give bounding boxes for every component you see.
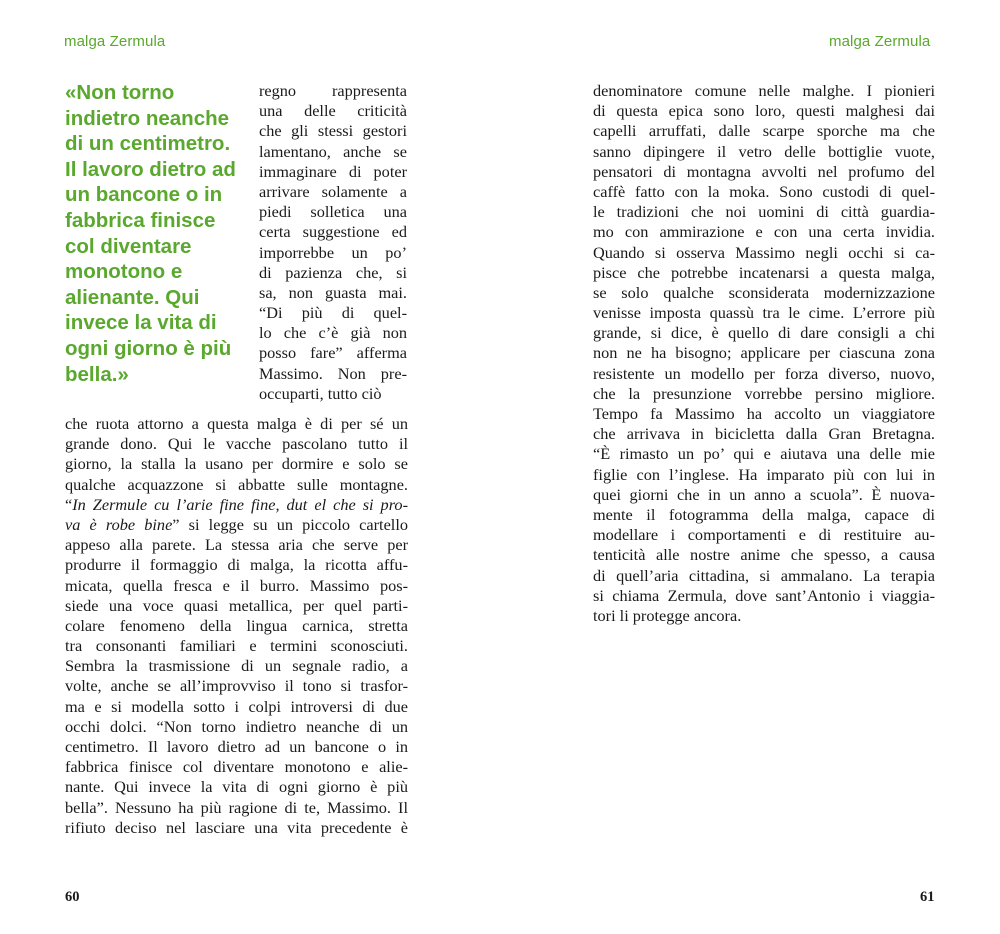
text-line: venisse imposta quassù tra le cime. L’errore più [593,303,935,323]
text-line: volte, anche se all’improvviso il tono si trasfor- [65,676,408,696]
text-line: Sembra la trasmissione di un segnale radio, a [65,656,408,676]
text-line: Tempo fa Massimo ha accolto un viaggiatore [593,404,935,423]
text-line: che arrivava in bicicletta dalla Gran Bretagna. [593,424,935,444]
text-line: va è robe bine” si legge su un piccolo cartello [65,514,408,534]
text-line: tenticità alle nostre anime che spesso, a causa [593,545,935,565]
text-line: occuparti, tutto ciò [259,383,382,403]
text-line: nante. Qui invece la vita di ogni giorno è più [65,777,408,797]
text-line: non ne ha bisogno; applicare per ciascuna zona [593,343,935,363]
text-line: capelli arruffati, dalle scarpe sporche ma che [593,121,935,141]
text-line: caffè fatto con la moka. Sono custodi di quel- [593,181,935,201]
text-line: Quando si osserva Massimo negli occhi si ca- [593,242,935,262]
text-line: resistente un modello per forza diverso, nuovo, [593,363,935,383]
text-line: immaginare di poter [259,161,407,181]
text-line: pisce che potrebbe incatenarsi a questa malga, [593,262,935,282]
page-number-right: 61 [920,889,935,905]
text-line: produrre il formaggio di malga, la ricotta affu- [65,555,408,575]
narrow-column [259,81,407,404]
text-line: qualche acquazzone si abbatte sulle montagne. [65,474,408,494]
text-line: una delle criticità [259,101,407,121]
left-body-text [65,414,408,838]
text-line: figlie con l’inglese. Ha imparato più con lui in [593,464,935,484]
text-line: Massimo. Non pre- [259,363,407,383]
text-line: bella”. Nessuno ha più ragione di te, Massimo. Il [65,797,408,817]
text-line: mo con ammirazione e con una certa invidia. [593,222,935,242]
page-number-left: 60 [65,889,80,905]
text-line: rifiuto deciso nel lasciare una vita precedente è [65,817,408,837]
text-line: le tradizioni che noi uomini di città guardia- [593,202,935,222]
text-line: pensatori di montagna avvolti nel profumo del [593,161,935,181]
text-line: quei giorni che in un anno a scuola”. È nuova- [593,484,935,504]
text-line: modellare i comportamenti e di restituire au- [593,525,935,545]
text-line: lamentano, anche se [259,141,407,161]
text-line: di questa epica sono loro, questi malghesi dai [593,101,935,121]
text-line: arrivare solamente a [259,181,407,201]
text-line: grande dono. Qui le vacche pascolano tutto il [65,434,408,454]
text-line: che la presunzione vorrebbe persino migliore. [593,383,935,403]
text-line: fabbrica finisce col diventare monotono e alie- [65,757,408,777]
right-body-text [593,81,935,626]
text-line: denominatore comune nelle malghe. I pionieri [593,81,935,100]
text-line: “È rimasto un po’ qui e aiutava una delle mie [593,444,935,464]
text-line: posso fare” afferma [259,343,407,363]
text-line: sa, non guasta mai. [259,282,407,302]
text-line: piedi solletica una [259,202,407,222]
running-head-right: malga Zermula [829,33,931,50]
text-line: ma e si modella sotto i colpi introversi di due [65,696,408,716]
text-line: regno rappresenta [259,81,407,100]
text-line: “Di più di quel- [259,303,407,323]
text-line: si chiama Zermula, dove sant’Antonio i viaggia- [593,585,935,605]
text-line: di pazienza che, si [259,262,407,282]
text-line: che ruota attorno a questa malga è di per sé un [65,414,408,433]
text-line: siede una voce quasi metallica, per quel parti- [65,595,408,615]
pull-quote: «Non torno indietro neanche di un centimetro. Il lavoro dietro ad un bancone o in fabbrica finisce col diventare monotono e alienante. Qui invece la vita di ogni giorno è più bella.» [65,81,236,386]
text-line: certa suggestione ed [259,222,407,242]
text-line: centimetro. Il lavoro dietro ad un bancone o in [65,737,408,756]
text-line: tra consonanti familiari e termini sconosciuti. [65,636,408,656]
text-line: giorno, la stalla la usano per dormire e solo se [65,454,408,474]
text-line: sanno dipingere il vetro delle bottiglie vuote, [593,141,935,161]
text-line: grande, si dice, è quello di dare consigli a chi [593,323,935,343]
text-line: occhi dolci. “Non torno indietro neanche di un [65,716,408,736]
running-head-left: malga Zermula [64,33,166,50]
text-line: tori li protegge ancora. [593,605,742,625]
text-line: “In Zermule cu l’arie fine fine, dut el che si pro- [65,494,408,514]
text-line: colare fenomeno della lingua carnica, stretta [65,615,408,635]
text-line: mente il fotogramma della malga, capace di [593,504,935,524]
text-line: appeso alla parete. La stessa aria che serve per [65,535,408,555]
text-line: se solo qualche sconsiderata modernizzazione [593,282,935,302]
text-line: micata, quella fresca e il burro. Massimo pos- [65,575,408,595]
text-line: lo che c’è già non [259,323,407,343]
text-line: di quell’aria cittadina, si ammalano. La terapia [593,565,935,585]
text-line: imporrebbe un po’ [259,242,407,262]
text-line: che gli stessi gestori [259,121,407,141]
